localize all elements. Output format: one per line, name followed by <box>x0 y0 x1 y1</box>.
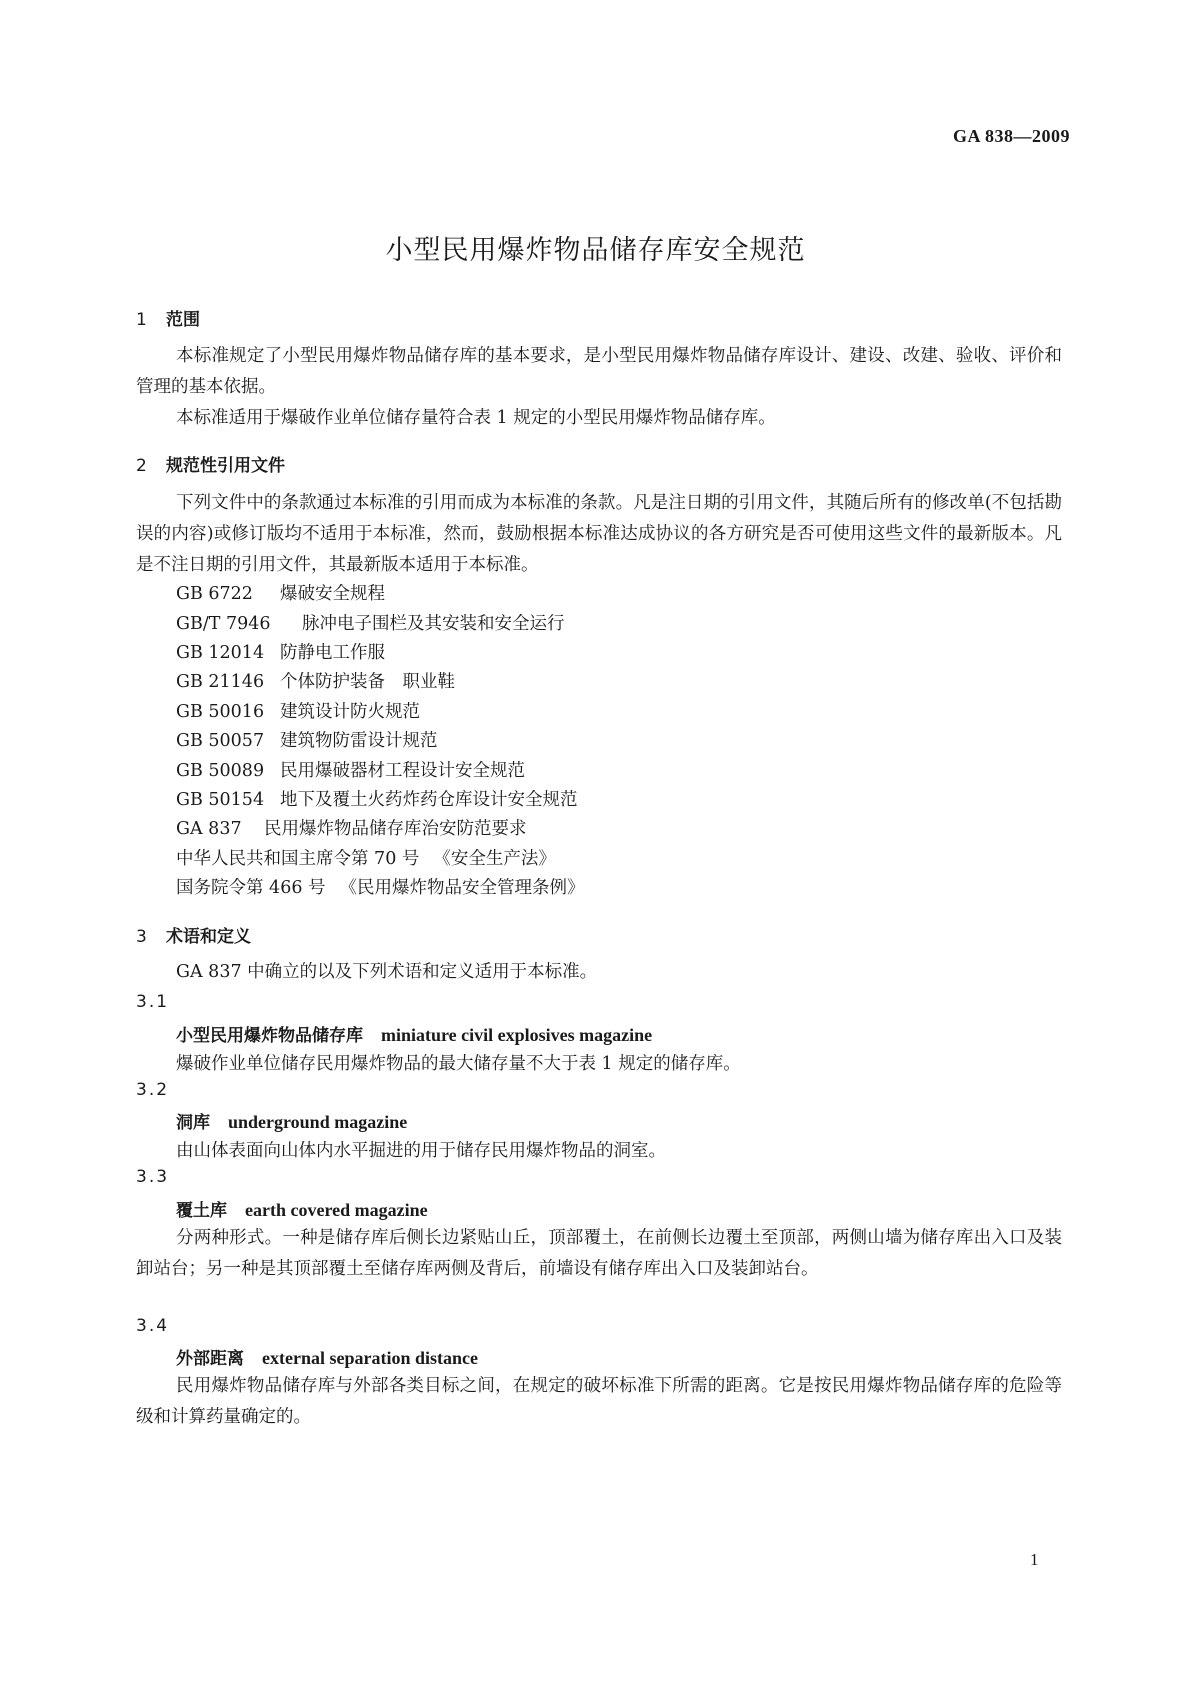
section-heading-terms <box>136 922 251 947</box>
reference-title: 《民用爆炸物品安全管理条例》 <box>339 878 585 898</box>
clause-number: 3.4 <box>136 1316 170 1336</box>
paragraph: 下列文件中的条款通过本标准的引用而成为本标准的条款。凡是注日期的引用文件，其随后所有的修改单(不包括勘误的内容)或修订版均不适用于本标准，然而，鼓励根据本标准达成协议的各方研究是否可使用这些文件的最新版本。凡是不注日期的引用文件，其最新版本适用于本标准。 <box>136 493 1062 575</box>
clause-number: 3.3 <box>136 1167 170 1187</box>
term-entry <box>176 1108 407 1133</box>
term-definition: 爆破作业单位储存民用爆炸物品的最大储存量不大于表 1 规定的储存库。 <box>176 1054 741 1074</box>
reference-title: 民用爆破器材工程设计安全规范 <box>280 761 525 781</box>
term-definition: 分两种形式。一种是储存库后侧长边紧贴山丘，顶部覆土，在前侧长边覆土至顶部，两侧山墙为储存库出入口及装卸站台；另一种是其顶部覆土至储存库两侧及背后，前墙设有储存库出入口及装卸站台。 <box>136 1228 1062 1279</box>
section-number: 2 <box>136 456 147 476</box>
reference-title: 脉冲电子围栏及其安装和安全运行 <box>302 614 565 634</box>
reference-item <box>176 698 420 723</box>
paragraph: 本标准规定了小型民用爆炸物品储存库的基本要求，是小型民用爆炸物品储存库设计、建设、改建、验收、评价和管理的基本依据。 <box>136 346 1062 397</box>
term-en: miniature civil explosives magazine <box>381 1025 653 1045</box>
reference-item <box>176 610 565 635</box>
term-zh: 小型民用爆炸物品储存库 <box>176 1026 363 1046</box>
reference-title: 爆破安全规程 <box>280 584 385 604</box>
reference-code: GB 50057 <box>176 731 265 751</box>
term-zh: 外部距离 <box>176 1349 244 1369</box>
reference-item <box>176 757 525 782</box>
term-entry <box>176 1196 428 1221</box>
reference-item <box>176 815 527 840</box>
reference-title: 防静电工作服 <box>280 643 385 663</box>
section-number: 1 <box>136 310 147 330</box>
reference-item <box>176 874 585 899</box>
reference-item <box>176 786 578 811</box>
term-en: external separation distance <box>262 1348 478 1368</box>
term-entry <box>176 1344 478 1369</box>
term-en: underground magazine <box>228 1112 408 1132</box>
section-heading-normative-references <box>136 451 285 476</box>
section-title: 范围 <box>166 310 200 330</box>
page-number: 1 <box>1030 1550 1039 1569</box>
term-zh: 洞库 <box>176 1113 210 1133</box>
document-title: 小型民用爆炸物品储存库安全规范 <box>385 235 806 266</box>
reference-title: 地下及覆土火药炸药仓库设计安全规范 <box>280 790 578 810</box>
reference-title: 建筑设计防火规范 <box>280 702 420 722</box>
section-heading-scope <box>136 305 200 330</box>
section-title: 术语和定义 <box>166 927 251 947</box>
term-en: earth covered magazine <box>245 1200 428 1220</box>
reference-title: 《安全生产法》 <box>433 849 556 869</box>
reference-code: GB 12014 <box>176 643 265 663</box>
reference-code: GB 21146 <box>176 672 265 692</box>
section-title: 规范性引用文件 <box>166 456 285 476</box>
reference-item <box>176 639 385 664</box>
term-definition: 民用爆炸物品储存库与外部各类目标之间，在规定的破坏标准下所需的距离。它是按民用爆炸物品储存库的危险等级和计算药量确定的。 <box>136 1376 1062 1427</box>
reference-code: GB 50154 <box>176 790 265 810</box>
reference-item <box>176 845 556 870</box>
reference-code: GA 837 <box>176 819 242 839</box>
reference-code: GB 50016 <box>176 702 265 722</box>
terms-intro: GA 837 中确立的以及下列术语和定义适用于本标准。 <box>176 962 598 982</box>
reference-item <box>176 668 455 693</box>
reference-code: GB/T 7946 <box>176 614 271 634</box>
paragraph: 本标准适用于爆破作业单位储存量符合表 1 规定的小型民用爆炸物品储存库。 <box>176 408 776 428</box>
reference-item <box>176 580 385 605</box>
document-code: GA 838—2009 <box>952 126 1070 146</box>
reference-code: 中华人民共和国主席令第 70 号 <box>176 849 420 869</box>
clause-number: 3.1 <box>136 992 170 1012</box>
reference-code: 国务院令第 466 号 <box>176 878 326 898</box>
term-entry <box>176 1021 652 1046</box>
reference-title: 个体防护装备 职业鞋 <box>280 672 455 692</box>
term-definition: 由山体表面向山体内水平掘进的用于储存民用爆炸物品的洞室。 <box>176 1141 666 1161</box>
reference-title: 建筑物防雷设计规范 <box>280 731 438 751</box>
reference-code: GB 50089 <box>176 761 265 781</box>
reference-code: GB 6722 <box>176 584 253 604</box>
reference-item <box>176 727 438 752</box>
clause-number: 3.2 <box>136 1080 170 1100</box>
term-zh: 覆土库 <box>176 1201 227 1221</box>
reference-title: 民用爆炸物品储存库治安防范要求 <box>264 819 527 839</box>
section-number: 3 <box>136 927 147 947</box>
